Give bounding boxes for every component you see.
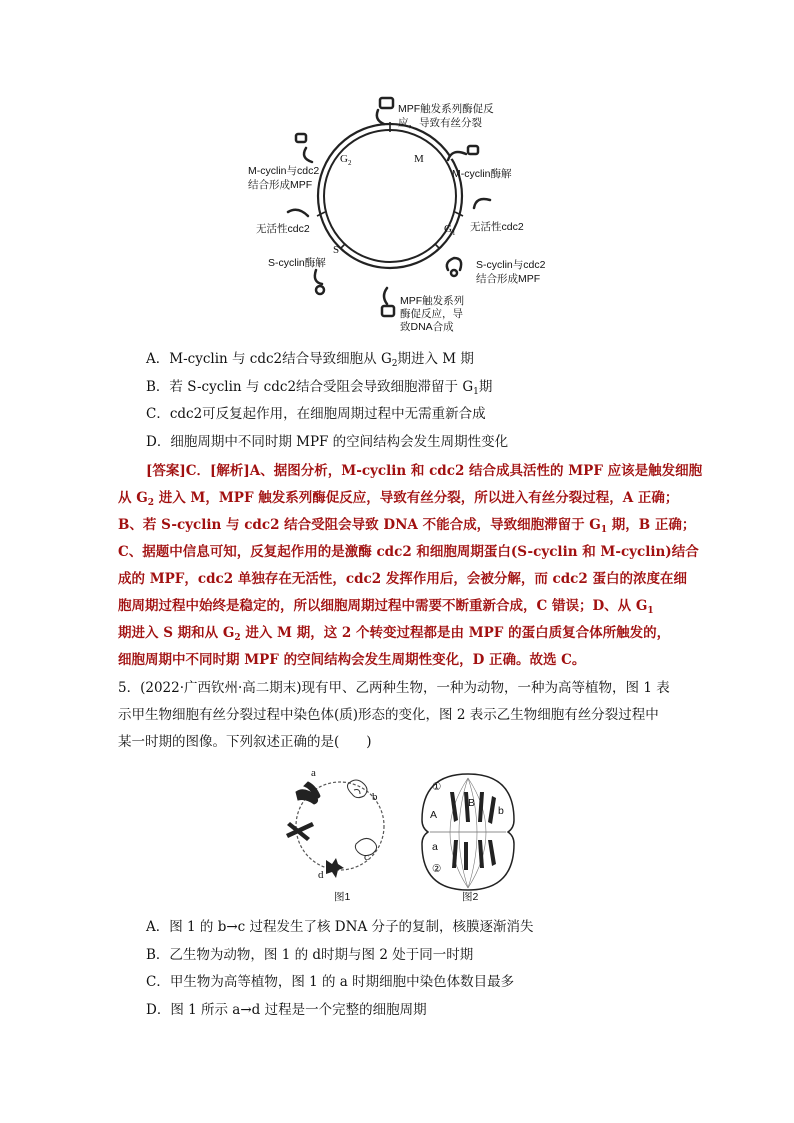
- fig2-caption: 图2: [462, 891, 479, 903]
- fig1-label-d: d: [318, 869, 324, 881]
- answer-line-2: 从 $G_2$ 进入 M，MPF 触发系列酶促反应，导致有丝分裂，所以进入有丝分裂过程，A 正确；: [118, 490, 679, 508]
- answer-line-8: 细胞周期中不同时期 MPF 的空间结构会发生周期性变化，D 正确。故选 C。: [118, 652, 586, 668]
- q4-option-a: A．M-cyclin 与 cdc2结合导致细胞从 $G_2$期进入 M 期: [146, 351, 474, 369]
- s-mpf-icon: [447, 258, 461, 276]
- fig1-caption: 图1: [334, 891, 351, 903]
- mcyclin-degrade-label: M-cyclin酶解: [452, 168, 512, 180]
- mitosis-figure: [268, 768, 528, 908]
- answer-line-5: 成的 MPF，cdc2 单独存在无活性，cdc2 发挥作用后，会被分解，而 cdc2 蛋白的浓度在细: [118, 571, 687, 587]
- fig2-label-A: A: [430, 809, 438, 821]
- mcyclin-degrade-icon: [448, 146, 478, 160]
- inactive-cdc2-right-icon: [474, 199, 490, 208]
- fig2-label-circled-2: ②: [432, 863, 442, 875]
- q4-option-d: D．细胞周期中不同时期 MPF 的空间结构会发生周期性变化: [146, 433, 509, 450]
- phase-s-label: S: [333, 244, 340, 256]
- q4-options: [146, 350, 508, 460]
- q5-options: [146, 918, 534, 1028]
- s-bind-label-line2: 结合形成MPF: [476, 273, 541, 285]
- answer-line-7: 期进入 S 期和从 $G_2$ 进入 M 期，这 2 个转变过程都是由 MPF 的蛋白质复合体所触发的，: [118, 625, 671, 643]
- q5-option-b: B．乙生物为动物，图 1 的 d时期与图 2 处于同一时期: [146, 946, 474, 963]
- s-bind-label-line1: S-cyclin与cdc2: [476, 259, 546, 271]
- q5-line-3: 某一时期的图像。下列叙述正确的是( ): [118, 734, 372, 750]
- chromosome-a: [296, 782, 320, 804]
- answer-explanation: [118, 458, 703, 674]
- inactive-cdc2-left-label: 无活性cdc2: [256, 223, 310, 235]
- cycle-outer-ring: [318, 124, 462, 268]
- m-mpf-icon: [296, 134, 312, 162]
- fig2-label-a: a: [432, 841, 438, 853]
- scyclin-degrade-icon: [315, 270, 324, 294]
- fig1-label-b: b: [372, 791, 378, 803]
- bottom-label-line2: 酶促反应，导: [400, 308, 463, 320]
- top-label-line2: 应，导致有丝分裂: [398, 117, 482, 129]
- phase-m-label: M: [414, 153, 424, 165]
- cell-cycle-figure: [230, 92, 570, 340]
- question-5: [118, 675, 683, 756]
- answer-line-1: [答案]C．[解析]A、据图分析，M-cyclin 和 cdc2 结合成具活性的 MPF 应该是触发细胞: [146, 463, 703, 479]
- top-label-line1: MPF触发系列酶促反: [398, 103, 494, 115]
- phase-g1-label: $G_1$: [444, 223, 456, 237]
- q5-line-1: 5．(2022·广西钦州·高二期末)现有甲、乙两种生物，一种为动物，一种为高等植物，图 1 表: [118, 680, 670, 696]
- phase-g2-label: $G_2$: [340, 153, 352, 167]
- q5-option-a: A．图 1 的 b→c 过程发生了核 DNA 分子的复制，核膜逐渐消失: [146, 919, 534, 935]
- mpf-top-icon: [377, 98, 393, 124]
- m-bind-label-line1: M-cyclin与cdc2: [248, 165, 320, 177]
- q5-option-d: D．图 1 所示 a→d 过程是一个完整的细胞周期: [146, 1001, 427, 1018]
- phase-divider-bottom: [341, 244, 345, 248]
- chromosome-x: [286, 822, 314, 841]
- inactive-cdc2-right-label: 无活性cdc2: [470, 221, 524, 233]
- m-bind-label-line2: 结合形成MPF: [248, 179, 313, 191]
- answer-line-3: B、若 S-cyclin 与 cdc2 结合受阻会导致 DNA 不能合成，导致细胞滞留于 $G_1$ 期，B 正确；: [118, 517, 696, 535]
- answer-line-6: 胞周期过程中始终是稳定的，所以细胞周期过程中需要不断重新合成，C 错误；D、从 $G_1$: [118, 598, 654, 616]
- bottom-label-line3: 致DNA合成: [400, 321, 454, 333]
- bottom-label-line1: MPF触发系列: [400, 295, 465, 307]
- answer-line-4: C、据题中信息可知，反复起作用的是激酶 cdc2 和细胞周期蛋白(S-cyclin 和 M-cyclin)结合: [118, 544, 699, 560]
- phase-divider-g1s: [435, 244, 439, 248]
- inactive-cdc2-left-icon: [288, 210, 308, 216]
- fig1-label-a: a: [311, 768, 316, 779]
- fig2-label-B: B: [468, 797, 476, 809]
- fig1-label-c: c: [364, 851, 369, 863]
- mpf-bottom-icon: [382, 288, 394, 316]
- fig2-label-b: b: [498, 805, 504, 817]
- q4-option-b: B．若 S-cyclin 与 cdc2结合受阻会导致细胞滞留于 $G_1$期: [146, 378, 493, 397]
- chromosome-d: [326, 858, 344, 878]
- fig2-label-circled-1: ①: [432, 781, 442, 793]
- q4-option-c: C．cdc2可反复起作用，在细胞周期过程中无需重新合成: [146, 406, 486, 422]
- q5-line-2: 示甲生物细胞有丝分裂过程中染色体(质)形态的变化，图 2 表示乙生物细胞有丝分裂过程中: [118, 707, 659, 723]
- q5-option-c: C．甲生物为高等植物，图 1 的 a 时期细胞中染色体数目最多: [146, 974, 515, 990]
- scyclin-degrade-label: S-cyclin酶解: [268, 257, 326, 269]
- cycle-inner-ring: [324, 130, 456, 262]
